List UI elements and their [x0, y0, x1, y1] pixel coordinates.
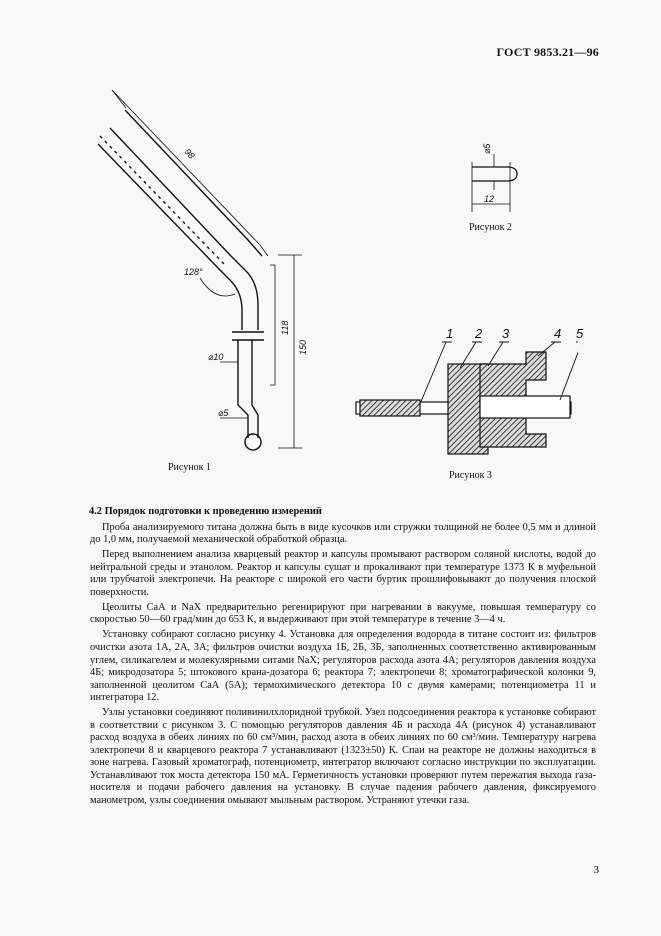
- paragraph-2: Перед выполнением анализа кварцевый реактор и капсулы промывают раствором соляной кислоты, водой до нейтральной среды и этанолом. Реактор и капсулы сушат и прокаливают при температуре 1373 К в муфельной или трубчатой электропечи. На реакторе с широкой его части буртик прошлифовывают до получения плоской поверхности.: [90, 549, 596, 598]
- fig3-label-3: 3: [502, 326, 510, 341]
- fig3-label-1: 1: [446, 326, 454, 341]
- fig2-d-label: ⌀5: [482, 143, 492, 154]
- fig1-d2-label: ⌀5: [218, 408, 229, 418]
- figure-3-connection-drawing: [348, 322, 578, 467]
- fig1-len2-label: 150: [298, 339, 308, 355]
- paragraph-5: Узлы установки соединяют поливинилхлоридной трубкой. Узел подсоединения реактора к установке собирают в соответствии с рисунком 3. С помощью регуляторов давления 4Б и расхода 4А (рисунок 4) устанавливают расход воздуха в обеих линиях по 60 см³/мин, расход азота в обеих линиях по 60 см³/мин. Температуру нагрева электропечи 8 и кварцевого реактора 7 устанавливают (1323±50) К. Спаи на реакторе не должны находиться в зоне нагрева. Газовый хроматограф, потенциометр, интегратор включают согласно инструкции по эксплуатации. Устанавливают ток моста детектора 150 мА. Герметичность установки проверяют путем пережатия выхода газа-носителя и подачи рабочего давления на установку. В случае падения рабочего давления, фиксируемого манометром, узлы соединения омывают мыльным раствором. Устраняют утечки газа.: [90, 707, 596, 807]
- fig3-label-5-container: [574, 322, 594, 342]
- fig3-label-4: 4: [554, 326, 562, 341]
- fig1-len1-label: 118: [280, 320, 290, 335]
- figure-2-capsule-drawing: [462, 132, 532, 217]
- fig1-length-label: 98: [182, 146, 197, 161]
- figure-2-caption: Рисунок 2: [469, 222, 512, 233]
- fig1-d1-label: ⌀10: [208, 352, 224, 362]
- paragraph-3: Цеолиты СаА и NaX предварительно регенирируют при нагревании в вакууме, повышая температуру со скоростью 50—60 град/мин до 653 К, и выдерживают при этой температуре в течение 3—4 ч.: [90, 601, 596, 626]
- document-id: ГОСТ 9853.21—96: [496, 45, 599, 59]
- fig2-w-label: 12: [484, 194, 495, 204]
- page-number: 3: [593, 864, 599, 876]
- fig3-label-5: 5: [576, 326, 584, 341]
- paragraph-4: Установку собирают согласно рисунку 4. Установка для определения водорода в титане состоит из: фильтров очистки азота 1А, 2А, 3А; фильтров очистки воздуха 1Б, 2Б, 3Б, заполненных соответственно активированным углем, силикагелем и молекулярными ситами NaX; регуляторов расхода азота 4А; регуляторов давления воздуха 4Б; микродозатора 5; штокового крана-дозатора 6; реактора 7; электропечи 8; хроматографической колонки 9, заполненной цеолитом СаА (5А); термохимического детектора 10 с двумя камерами; потенциометра 11 и интегратора 12.: [90, 629, 596, 704]
- paragraph-1: Проба анализируемого титана должна быть в виде кусочков или стружки толщиной не более 0,5 мм и длиной до 1,0 мм, получаемой механической обработкой образца.: [90, 521, 596, 546]
- figure-3-caption: Рисунок 3: [449, 470, 492, 481]
- figure-1-reactor-drawing: [80, 70, 310, 460]
- fig3-label-2: 2: [475, 326, 483, 341]
- section-title: 4.2 Порядок подготовки к проведению измерений: [89, 506, 322, 517]
- section-body: [90, 506, 596, 810]
- fig1-angle-label: 128°: [184, 267, 203, 277]
- figure-1-caption: Рисунок 1: [168, 462, 211, 473]
